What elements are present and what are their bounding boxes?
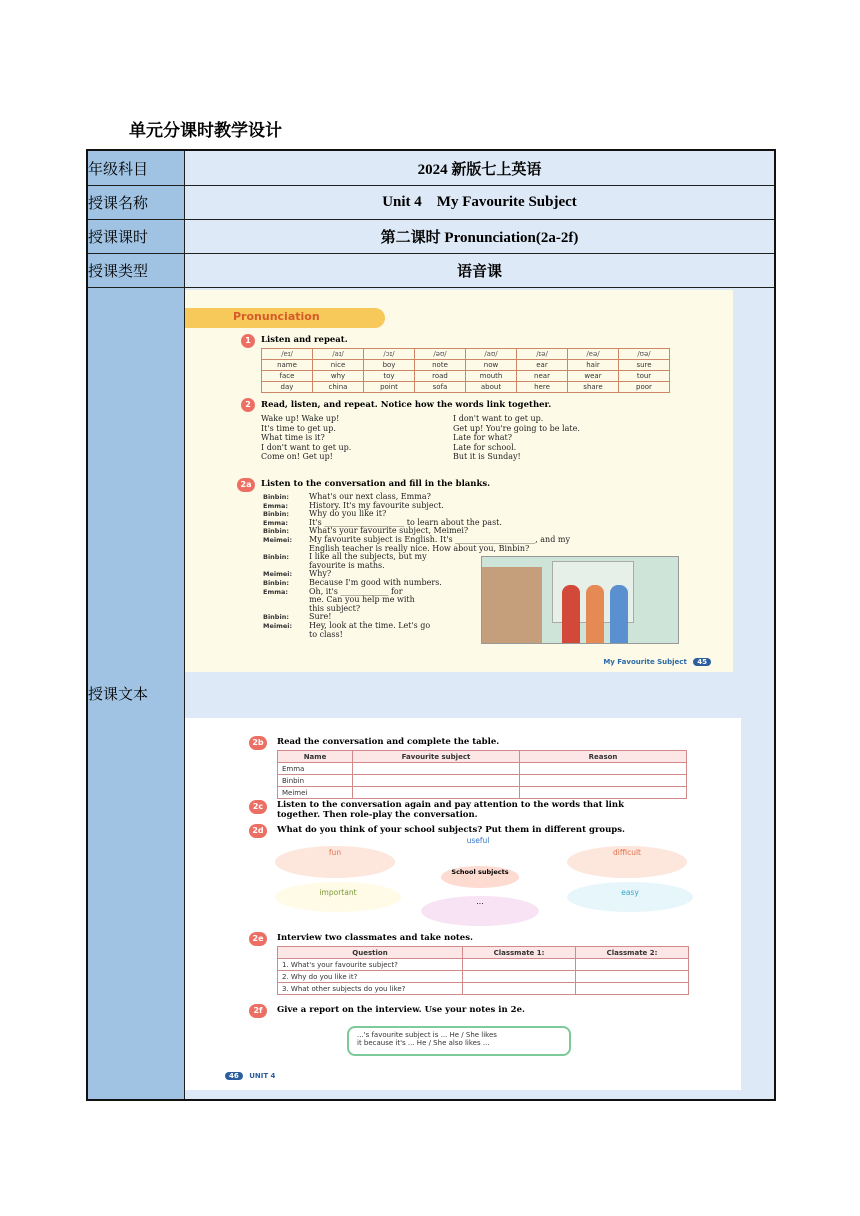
table-row — [87, 220, 775, 254]
textbook-page-46 — [185, 718, 741, 1090]
exercise-instruction: Read the conversation and complete the table. — [277, 737, 500, 747]
dialogue-line: It's ____________________ to learn about the past. — [309, 517, 502, 527]
blank-cell — [463, 983, 576, 995]
exercise-number: 2a — [237, 478, 255, 492]
exercise-instruction: Listen to the conversation and fill in the blanks. — [261, 479, 491, 489]
table-cell: /ɔɪ/ — [364, 349, 415, 360]
dialogue-line: me. Can you help me with — [309, 595, 415, 605]
dialogue-line: History. It's my favourite subject. — [309, 500, 444, 510]
table-header-row — [278, 751, 687, 763]
table-cell: about — [466, 382, 517, 393]
table-row — [87, 288, 775, 1101]
speaker-name: Binbin: — [263, 613, 289, 622]
bubble-line: it because it's ... He / She also likes ... — [357, 1039, 490, 1047]
interview-table — [277, 946, 689, 995]
table-row — [87, 186, 775, 220]
speaker-name: Meimei: — [263, 570, 293, 579]
blank-cell — [576, 983, 689, 995]
speaker-name: Meimei: — [263, 622, 293, 630]
table-row — [87, 254, 775, 288]
table-cell: hair — [568, 360, 619, 371]
students-illustration — [481, 556, 679, 644]
exercise-instruction: Listen and repeat. — [261, 335, 348, 345]
page-footer — [603, 658, 711, 666]
linking-sentence: But it is Sunday! — [453, 452, 521, 462]
speaker-name: Binbin: — [263, 493, 289, 501]
dialogue-line: English teacher is really nice. How about you, Binbin? — [309, 543, 530, 553]
table-cell: china — [313, 382, 364, 393]
row-header: 1. What's your favourite subject? — [278, 959, 463, 971]
speaker-name: Emma: — [263, 501, 288, 510]
center-school-subjects: School subjects — [441, 866, 519, 888]
blank-cell — [576, 971, 689, 983]
speech-bubble — [347, 1026, 571, 1056]
section-banner — [185, 308, 385, 328]
table-cell: /eə/ — [568, 349, 619, 360]
speaker-name: Binbin: — [263, 527, 289, 536]
group-fun: fun — [275, 846, 395, 878]
section-title: Pronunciation — [233, 310, 320, 323]
dialogue-line: My favourite subject is English. It's ____________________, and my — [309, 535, 570, 544]
linking-sentence: Late for what? — [453, 433, 512, 443]
row-value: 第二课时 Pronunciation(2a-2f) — [185, 220, 776, 254]
row-label: 授课课时 — [87, 220, 185, 254]
dialogue-line: Why? — [309, 569, 332, 579]
student-figure — [586, 585, 604, 643]
column-header: Classmate 2: — [576, 947, 689, 959]
table-cell: /aʊ/ — [466, 349, 517, 360]
table-cell: near — [517, 371, 568, 382]
table-row — [262, 382, 670, 393]
table-row — [262, 349, 670, 360]
blank-cell — [353, 763, 520, 775]
dialogue-line: Because I'm good with numbers. — [309, 578, 442, 587]
page-number-badge: 46 — [225, 1072, 243, 1080]
exercise-number: 1 — [241, 334, 255, 348]
linking-sentence: Wake up! Wake up! — [261, 414, 340, 423]
row-header: 3. What other subjects do you like? — [278, 983, 463, 995]
linking-sentence: I don't want to get up. — [453, 414, 544, 423]
blank-cell — [463, 971, 576, 983]
table-row — [278, 763, 687, 775]
table-header-row — [278, 947, 689, 959]
textbook-page-45 — [185, 290, 733, 672]
page-footer — [225, 1072, 275, 1080]
table-cell: face — [262, 371, 313, 382]
exercise-number: 2c — [249, 800, 267, 814]
bubble-line: ...'s favourite subject is ... He / She likes — [357, 1031, 497, 1039]
speaker-name: Binbin: — [263, 579, 289, 587]
row-label: 授课名称 — [87, 186, 185, 220]
footer-unit: UNIT 4 — [249, 1072, 276, 1080]
blank-cell — [520, 763, 687, 775]
column-header: Question — [278, 947, 463, 959]
textbook-cell — [185, 288, 776, 1101]
group-more: ... — [421, 896, 539, 926]
footer-title: My Favourite Subject — [603, 658, 687, 666]
table-cell: toy — [364, 371, 415, 382]
row-value: Unit 4 My Favourite Subject — [185, 186, 776, 220]
row-label: 年级科目 — [87, 150, 185, 186]
row-label: 授课文本 — [87, 288, 185, 1101]
table-cell: /aɪ/ — [313, 349, 364, 360]
table-row — [262, 360, 670, 371]
row-value: 2024 新版七上英语 — [185, 150, 776, 186]
building-illustration — [482, 567, 542, 643]
dialogue-line: Hey, look at the time. Let's go — [309, 621, 431, 630]
exercise-instruction: Interview two classmates and take notes. — [277, 933, 473, 943]
dialogue-line: to class! — [309, 629, 343, 639]
exercise-instruction: Give a report on the interview. Use your notes in 2e. — [277, 1005, 525, 1015]
table-cell: share — [568, 382, 619, 393]
blank-cell — [463, 959, 576, 971]
page-number-badge: 45 — [693, 658, 711, 666]
dialogue-line: this subject? — [309, 603, 361, 613]
table-cell: mouth — [466, 371, 517, 382]
exercise-number: 2 — [241, 398, 255, 412]
lesson-table — [86, 149, 776, 1101]
dialogue-line: What's your favourite subject, Meimei? — [309, 526, 469, 536]
table-row — [278, 959, 689, 971]
blank-cell — [353, 775, 520, 787]
dialogue-line: favourite is maths. — [309, 560, 385, 570]
exercise-instruction: together. Then role-play the conversation. — [277, 810, 478, 820]
exercise-number: 2d — [249, 824, 267, 838]
linking-sentence: Late for school. — [453, 442, 517, 452]
dialogue-line: Why do you like it? — [309, 509, 387, 519]
table-cell: now — [466, 360, 517, 371]
row-label: 授课类型 — [87, 254, 185, 288]
table-cell: sure — [619, 360, 670, 371]
table-cell: why — [313, 371, 364, 382]
group-easy: easy — [567, 882, 693, 912]
document-title: 单元分课时教学设计 — [129, 121, 282, 141]
table-cell: /ʊə/ — [619, 349, 670, 360]
row-header: 2. Why do you like it? — [278, 971, 463, 983]
table-row — [278, 971, 689, 983]
table-row — [87, 150, 775, 186]
exercise-instruction: Listen to the conversation again and pay attention to the words that link — [277, 800, 624, 810]
table-cell: /eɪ/ — [262, 349, 313, 360]
column-header: Classmate 1: — [463, 947, 576, 959]
blank-cell — [520, 787, 687, 799]
table-cell: here — [517, 382, 568, 393]
linking-sentence: Come on! Get up! — [261, 452, 333, 462]
table-cell: poor — [619, 382, 670, 393]
student-figure — [562, 585, 580, 643]
phonics-table — [261, 348, 670, 393]
speaker-name: Emma: — [263, 518, 288, 527]
exercise-instruction: Read, listen, and repeat. Notice how the words link together. — [261, 400, 552, 410]
group-useful: useful — [423, 836, 533, 858]
student-figure — [610, 585, 628, 643]
table-cell: ear — [517, 360, 568, 371]
dialogue-line: Oh, it's ____________ for — [309, 586, 403, 596]
exercise-number: 2f — [249, 1004, 267, 1018]
table-cell: tour — [619, 371, 670, 382]
dialogue-line: What's our next class, Emma? — [309, 492, 431, 501]
table-cell: nice — [313, 360, 364, 371]
table-cell: boy — [364, 360, 415, 371]
row-header: Meimei — [278, 787, 353, 799]
exercise-number: 2e — [249, 932, 267, 946]
table-cell: name — [262, 360, 313, 371]
column-header: Favourite subject — [353, 751, 520, 763]
exercise-number: 2b — [249, 736, 267, 750]
table-cell: point — [364, 382, 415, 393]
table-cell: wear — [568, 371, 619, 382]
speaker-name: Emma: — [263, 587, 288, 596]
linking-sentence: I don't want to get up. — [261, 442, 352, 452]
favourite-subject-table — [277, 750, 687, 799]
blank-cell — [576, 959, 689, 971]
exercise-instruction: What do you think of your school subjects? Put them in different groups. — [277, 825, 625, 835]
group-difficult: difficult — [567, 846, 687, 878]
table-cell: sofa — [415, 382, 466, 393]
table-cell: road — [415, 371, 466, 382]
linking-sentence: What time is it? — [261, 433, 325, 443]
column-header: Reason — [520, 751, 687, 763]
blank-cell — [353, 787, 520, 799]
table-row — [262, 371, 670, 382]
table-cell: note — [415, 360, 466, 371]
speaker-name: Binbin: — [263, 510, 289, 519]
table-row — [278, 983, 689, 995]
speaker-name: Binbin: — [263, 553, 289, 562]
linking-sentence: It's time to get up. — [261, 423, 336, 433]
table-cell: day — [262, 382, 313, 393]
table-cell: /əʊ/ — [415, 349, 466, 360]
dialogue-line: I like all the subjects, but my — [309, 552, 427, 562]
row-header: Emma — [278, 763, 353, 775]
table-cell: /ɪə/ — [517, 349, 568, 360]
speaker-name: Meimei: — [263, 536, 293, 544]
table-row — [278, 787, 687, 799]
table-row — [278, 775, 687, 787]
column-header: Name — [278, 751, 353, 763]
dialogue-line: Sure! — [309, 612, 332, 622]
row-value: 语音课 — [185, 254, 776, 288]
linking-sentence: Get up! You're going to be late. — [453, 423, 580, 433]
row-header: Binbin — [278, 775, 353, 787]
blank-cell — [520, 775, 687, 787]
group-important: important — [275, 882, 401, 912]
